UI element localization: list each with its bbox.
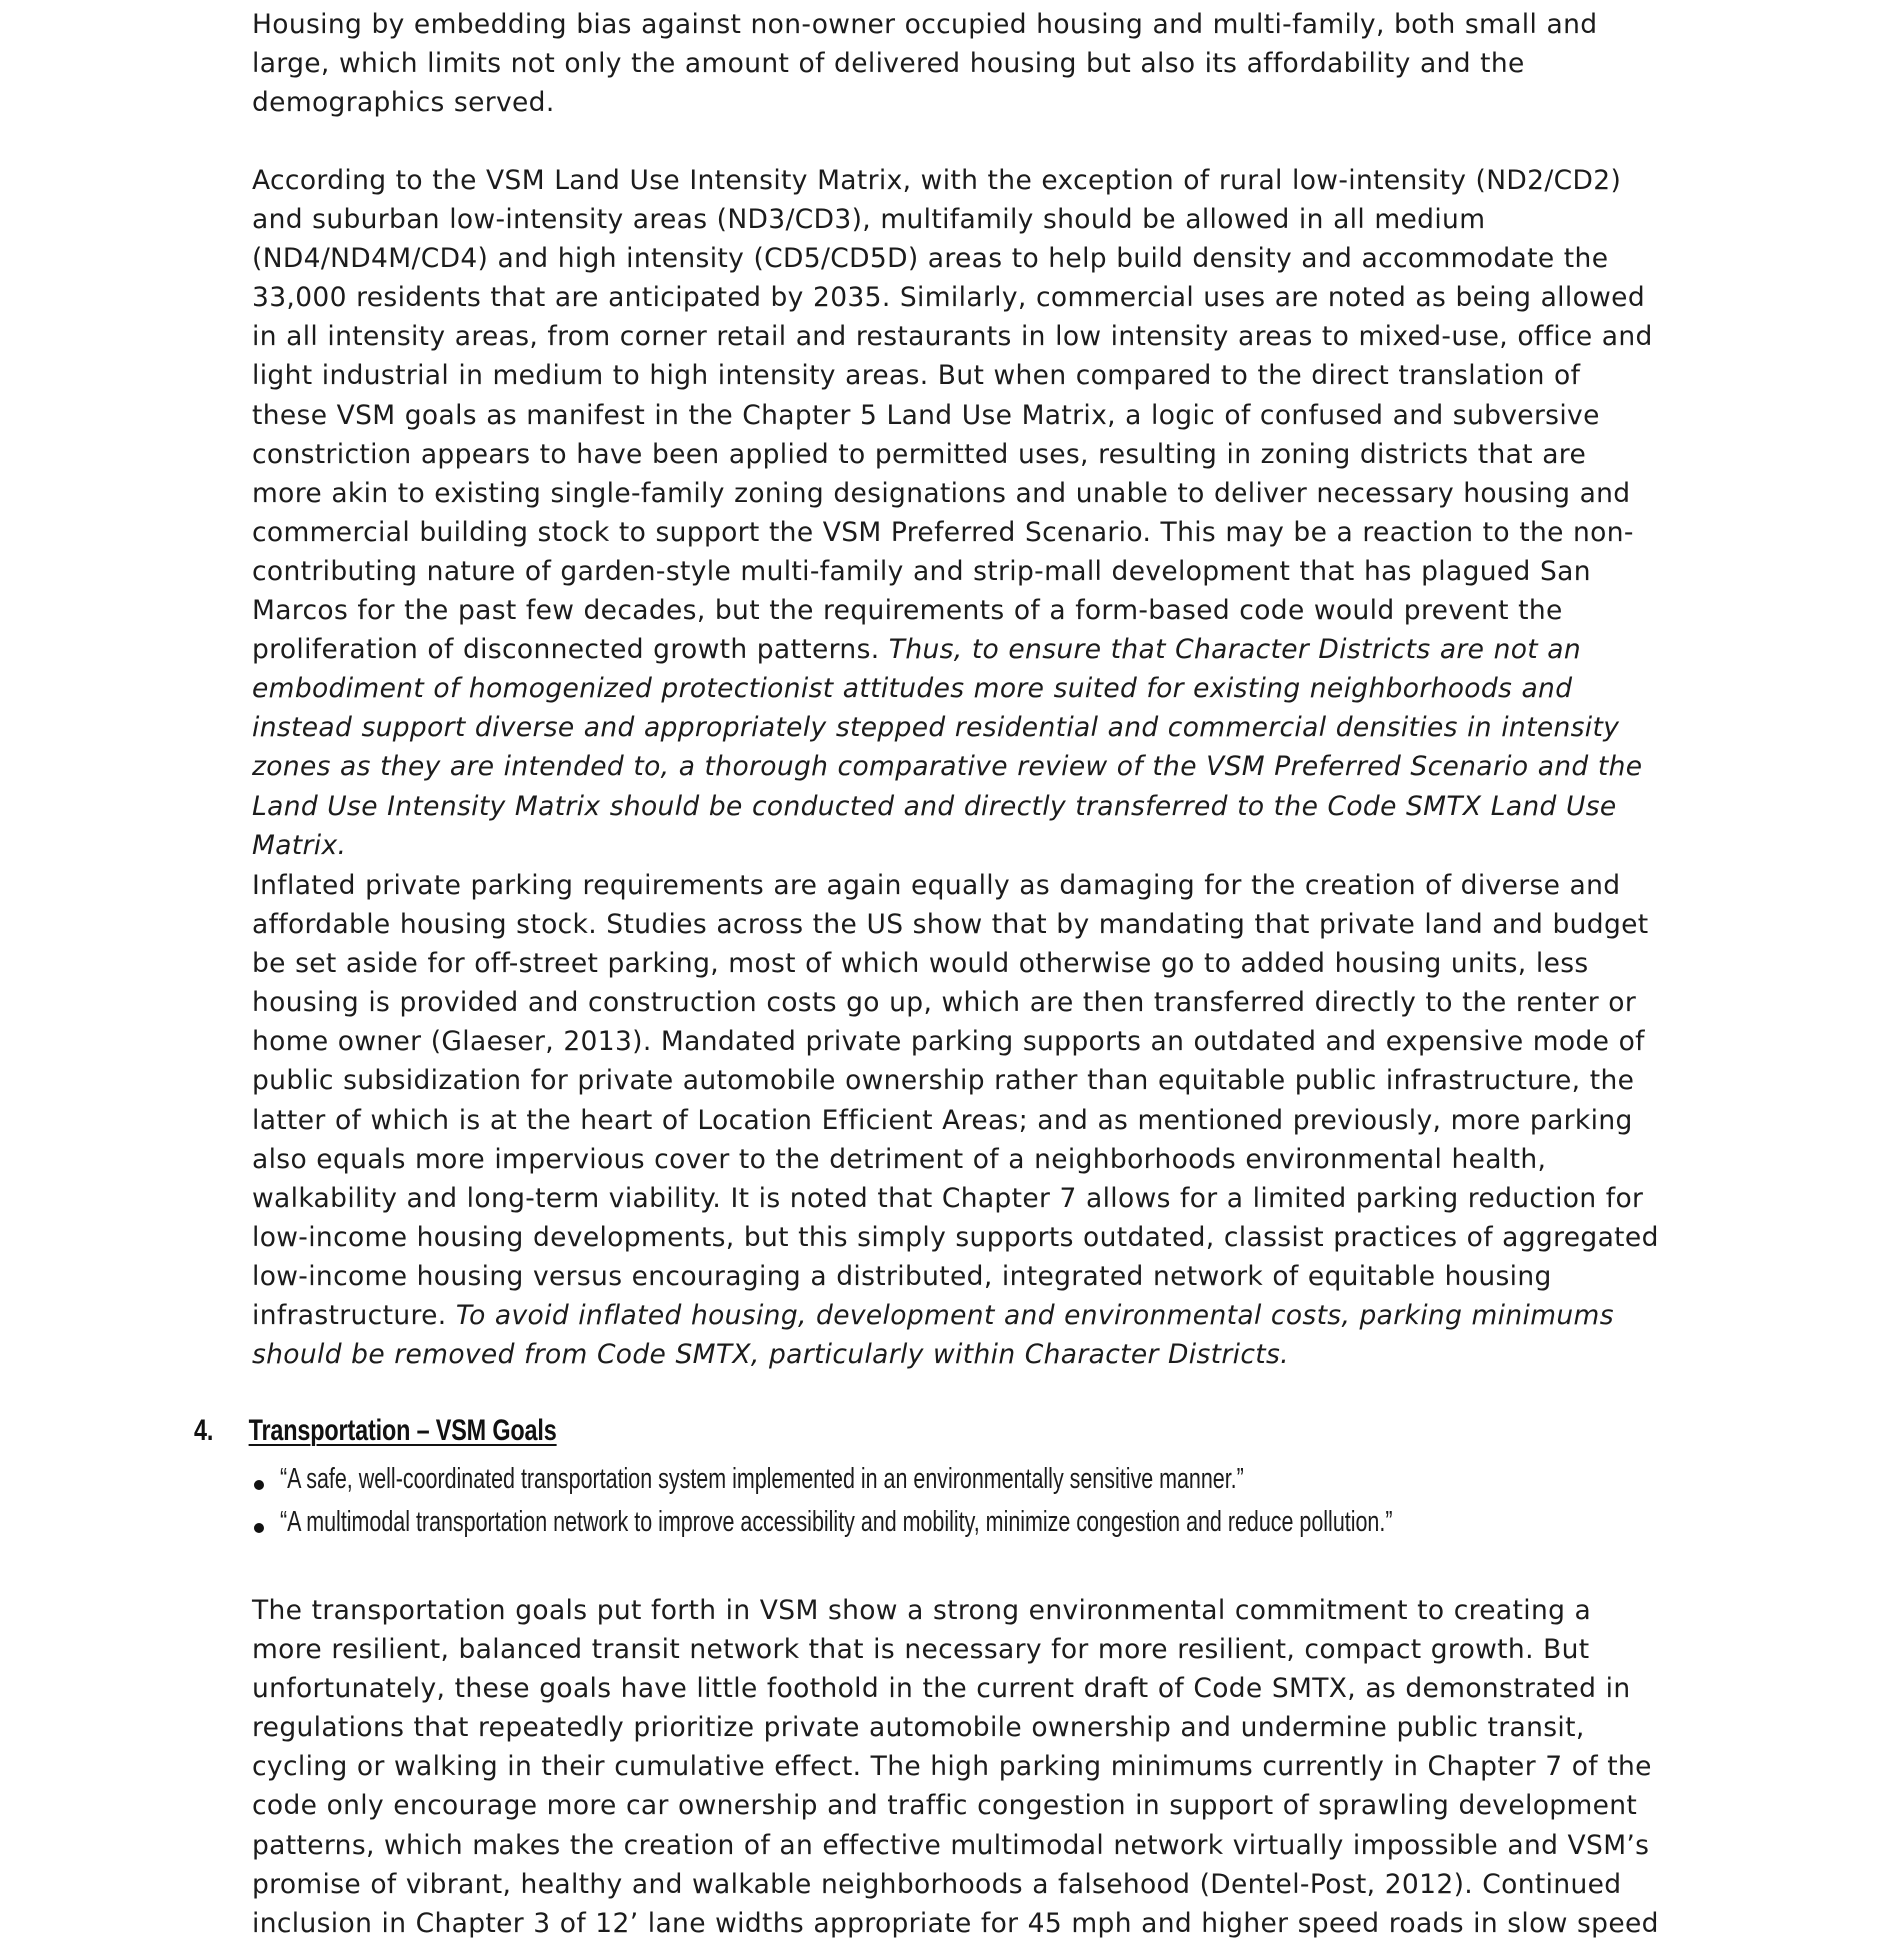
paragraph-text: Housing by embedding bias against non-owner occupied housing and multi-family, both small and large, which limits not only the amount of delivered housing but also its affordability and the demographics served. [252, 9, 1598, 119]
paragraph-emphasis: To avoid inflated housing, development and environmental costs, parking minimums should be removed from Code SMTX, particularly within Character Districts. [252, 1300, 1614, 1371]
paragraph-text: Inflated private parking requirements are again equally as damaging for the creation of diverse and affordable housing stock. Studies across the US show that by mandating that private land and budget be set aside for off-street parking, most of which would otherwise go to added housing units, less housing is provided and construction costs go up, which are then transferred directly to the renter or home owner (Glaeser, 2013). Mandated private parking supports an outdated and expensive mode of public subsidization for private automobile ownership rather than equitable public infrastructure, the latter of which is at the heart of Location Efficient Areas; and as mentioned previously, more parking also equals more impervious cover to the detriment of a neighborhoods environmental health, walkability and long-term viability. It is noted that Chapter 7 allows for a limited parking reduction for low-income housing developments, but this simply supports outdated, classist practices of aggregated low-income housing versus encouraging a distributed, integrated network of equitable housing infrastructure. [252, 870, 1659, 1332]
section-title: Transportation – VSM Goals [248, 1414, 557, 1447]
bullet-icon [254, 1523, 264, 1533]
section-heading [194, 1414, 557, 1448]
section-number: 4. [194, 1414, 214, 1447]
paragraph-land-use-matrix [252, 161, 1664, 865]
paragraph-parking-requirements [252, 866, 1664, 1374]
paragraph-text: According to the VSM Land Use Intensity Matrix, with the exception of rural low-intensity (ND2/CD2) and suburban low-intensity areas (ND3/CD3), multifamily should be allowed in all medium (ND4/ND4M/CD4) and high intensity (CD5/CD5D) areas to help build density and accommodate the 33,000 residents that are anticipated by 2035. Similarly, commercial uses are noted as being allowed in all intensity areas, from corner retail and restaurants in low intensity areas to mixed-use, office and light industrial in medium to high intensity areas. But when compared to the direct translation of these VSM goals as manifest in the Chapter 5 Land Use Matrix, a logic of confused and subversive constriction appears to have been applied to permitted uses, resulting in zoning districts that are more akin to existing single-family zoning designations and unable to deliver necessary housing and commercial building stock to support the VSM Preferred Scenario. This may be a reaction to the non-contributing nature of garden-style multi-family and strip-mall development that has plagued San Marcos for the past few decades, but the requirements of a form-based code would prevent the proliferation of disconnected growth patterns. [252, 165, 1653, 666]
paragraph-text: The transportation goals put forth in VSM show a strong environmental commitment to creating a more resilient, balanced transit network that is necessary for more resilient, compact growth. But unfortunately, these goals have little foothold in the current draft of Code SMTX, as demonstrated in regulations that repeatedly prioritize private automobile ownership and undermine public transit, cycling or walking in their cumulative effect. The high parking minimums currently in Chapter 7 of the code only encourage more car ownership and traffic congestion in support of sprawling development patterns, which makes the creation of an effective multimodal network virtually impossible and VSM’s promise of vibrant, healthy and walkable neighborhoods a falsehood (Dentel-Post, 2012). Continued inclusion in Chapter 3 of 12’ lane widths appropriate for 45 mph and higher speed roads in slow speed [252, 1595, 1659, 1939]
paragraph-housing-bias [252, 5, 1664, 122]
goal-quote: “A multimodal transportation network to improve accessibility and mobility, minimize congestion and reduce pollution.” [280, 1506, 1393, 1538]
bullet-icon [254, 1480, 264, 1490]
paragraph-emphasis: Thus, to ensure that Character Districts are not an embodiment of homogenized protectionist attitudes more suited for existing neighborhoods and instead support diverse and appropriately stepped residential and commercial densities in intensity zones as they are intended to, a thorough comparative review of the VSM Preferred Scenario and the Land Use Intensity Matrix should be conducted and directly transferred to the Code SMTX Land Use Matrix. [252, 634, 1643, 861]
goal-quote: “A safe, well-coordinated transportation system implemented in an environmentally sensitive manner.” [280, 1463, 1244, 1495]
paragraph-transportation [252, 1591, 1664, 1943]
